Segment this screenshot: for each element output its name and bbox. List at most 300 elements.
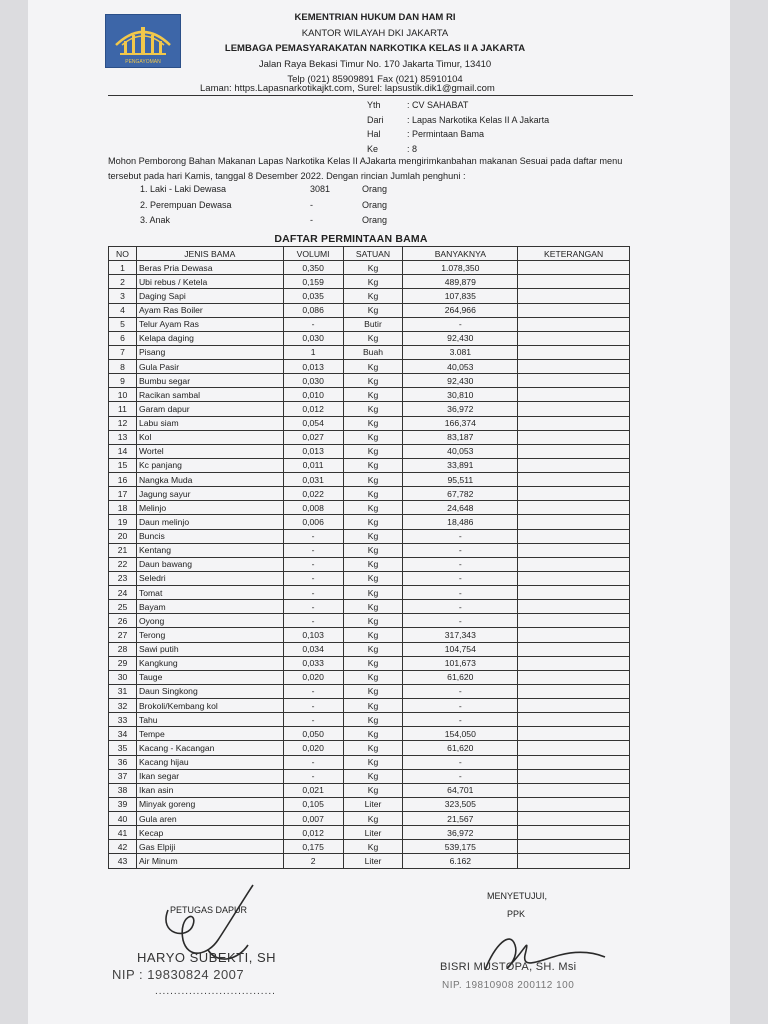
table-row	[109, 713, 630, 727]
cell-volume: 0,007	[283, 812, 343, 826]
signature-dotted-line: ................................	[155, 986, 276, 997]
cell-volume: 1	[283, 345, 343, 359]
cell-no: 1	[109, 261, 137, 275]
cell-jenis: Jagung sayur	[136, 487, 283, 501]
cell-keterangan	[518, 303, 630, 317]
cell-jenis: Kelapa daging	[136, 331, 283, 345]
cell-banyaknya: -	[403, 699, 518, 713]
header-volume: VOLUMI	[283, 247, 343, 261]
cell-jenis: Ikan segar	[136, 769, 283, 783]
cell-banyaknya: 92,430	[403, 374, 518, 388]
cell-satuan: Kg	[343, 628, 403, 642]
table-row	[109, 670, 630, 684]
logo-label: PENGAYOMAN	[125, 59, 161, 65]
cell-no: 23	[109, 571, 137, 585]
cell-keterangan	[518, 458, 630, 472]
table-row	[109, 331, 630, 345]
table-row	[109, 317, 630, 331]
cell-volume: 0,030	[283, 374, 343, 388]
table-row	[109, 501, 630, 515]
cell-keterangan	[518, 614, 630, 628]
meta-key: Dari	[367, 114, 384, 125]
occupant-label: 1. Laki - Laki Dewasa	[140, 184, 227, 194]
cell-keterangan	[518, 331, 630, 345]
approval-label: MENYETUJUI,	[487, 891, 548, 901]
cell-no: 16	[109, 473, 137, 487]
cell-keterangan	[518, 600, 630, 614]
table-row	[109, 444, 630, 458]
cell-jenis: Tauge	[136, 670, 283, 684]
cell-keterangan	[518, 571, 630, 585]
cell-banyaknya: -	[403, 571, 518, 585]
cell-satuan: Kg	[343, 741, 403, 755]
cell-no: 10	[109, 388, 137, 402]
cell-satuan: Kg	[343, 783, 403, 797]
cell-satuan: Kg	[343, 812, 403, 826]
cell-volume: 0,012	[283, 402, 343, 416]
cell-keterangan	[518, 812, 630, 826]
cell-keterangan	[518, 444, 630, 458]
cell-satuan: Kg	[343, 331, 403, 345]
table-row	[109, 840, 630, 854]
cell-volume: 0,013	[283, 444, 343, 458]
table-row	[109, 628, 630, 642]
cell-no: 14	[109, 444, 137, 458]
cell-jenis: Bumbu segar	[136, 374, 283, 388]
occupant-count: 3081	[310, 184, 331, 194]
request-table	[108, 246, 630, 869]
table-row	[109, 727, 630, 741]
cell-jenis: Daun bawang	[136, 557, 283, 571]
header-banyaknya: BANYAKNYA	[403, 247, 518, 261]
cell-satuan: Kg	[343, 656, 403, 670]
cell-keterangan	[518, 416, 630, 430]
occupant-label: 2. Perempuan Dewasa	[140, 199, 232, 210]
meta-value: : Lapas Narkotika Kelas II A Jakarta	[407, 114, 550, 125]
institution-name: LEMBAGA PEMASYARAKATAN NARKOTIKA KELAS II A JAKARTA	[224, 43, 526, 54]
cell-volume: 0,021	[283, 783, 343, 797]
cell-jenis: Gula aren	[136, 812, 283, 826]
cell-jenis: Kangkung	[136, 656, 283, 670]
cell-jenis: Beras Pria Dewasa	[136, 261, 283, 275]
cell-volume: 0,011	[283, 458, 343, 472]
cell-banyaknya: 1.078,350	[403, 261, 518, 275]
cell-jenis: Daun Singkong	[136, 684, 283, 698]
cell-volume: 0,159	[283, 275, 343, 289]
cell-banyaknya: 3.081	[403, 345, 518, 359]
cell-banyaknya: 36,972	[403, 826, 518, 840]
cell-satuan: Kg	[343, 840, 403, 854]
phone-fax: Telp (021) 85909891 Fax (021) 85910104	[287, 74, 463, 85]
cell-satuan: Liter	[343, 826, 403, 840]
table-row	[109, 614, 630, 628]
cell-keterangan	[518, 501, 630, 515]
cell-satuan: Kg	[343, 600, 403, 614]
cell-no: 30	[109, 670, 137, 684]
regional-office: KANTOR WILAYAH DKI JAKARTA	[301, 27, 449, 39]
table-title: DAFTAR PERMINTAAN BAMA	[274, 233, 428, 245]
table-row	[109, 275, 630, 289]
cell-satuan: Kg	[343, 684, 403, 698]
website-email: Laman: https.Lapasnarkotikajkt.com, Surel: lapsustik.dik1@gmail.com	[200, 83, 495, 94]
cell-volume: 0,086	[283, 303, 343, 317]
table-row	[109, 543, 630, 557]
cell-satuan: Kg	[343, 586, 403, 600]
cell-banyaknya: 489,879	[403, 275, 518, 289]
occupant-unit: Orang	[362, 215, 388, 225]
cell-jenis: Ikan asin	[136, 783, 283, 797]
cell-satuan: Kg	[343, 543, 403, 557]
table-row	[109, 345, 630, 359]
cell-keterangan	[518, 345, 630, 359]
letterhead-divider	[108, 95, 633, 96]
cell-no: 39	[109, 797, 137, 811]
cell-jenis: Oyong	[136, 614, 283, 628]
cell-no: 40	[109, 812, 137, 826]
cell-no: 33	[109, 713, 137, 727]
cell-keterangan	[518, 473, 630, 487]
cell-no: 6	[109, 331, 137, 345]
table-row	[109, 642, 630, 656]
occupant-label: 3. Anak	[140, 215, 171, 225]
table-row	[109, 755, 630, 769]
cell-volume: 0,006	[283, 515, 343, 529]
cell-no: 20	[109, 529, 137, 543]
cell-volume: 0,050	[283, 727, 343, 741]
cell-jenis: Minyak goreng	[136, 797, 283, 811]
table-row	[109, 699, 630, 713]
cell-volume: -	[283, 699, 343, 713]
cell-banyaknya: 24,648	[403, 501, 518, 515]
cell-no: 29	[109, 656, 137, 670]
cell-satuan: Kg	[343, 416, 403, 430]
cell-keterangan	[518, 515, 630, 529]
table-row	[109, 854, 630, 868]
cell-no: 17	[109, 487, 137, 501]
cell-volume: 0,020	[283, 670, 343, 684]
cell-no: 5	[109, 317, 137, 331]
table-row	[109, 430, 630, 444]
cell-keterangan	[518, 402, 630, 416]
header-keterangan: KETERANGAN	[518, 247, 630, 261]
cell-no: 27	[109, 628, 137, 642]
cell-no: 18	[109, 501, 137, 515]
right-signature	[470, 925, 610, 985]
cell-satuan: Kg	[343, 501, 403, 515]
cell-jenis: Tomat	[136, 586, 283, 600]
cell-banyaknya: 317,343	[403, 628, 518, 642]
cell-satuan: Kg	[343, 529, 403, 543]
cell-jenis: Labu siam	[136, 416, 283, 430]
cell-keterangan	[518, 374, 630, 388]
cell-volume: -	[283, 600, 343, 614]
cell-no: 36	[109, 755, 137, 769]
table-row	[109, 360, 630, 374]
cell-no: 21	[109, 543, 137, 557]
cell-no: 34	[109, 727, 137, 741]
cell-volume: -	[283, 684, 343, 698]
cell-banyaknya: 33,891	[403, 458, 518, 472]
cell-satuan: Kg	[343, 473, 403, 487]
cell-keterangan	[518, 727, 630, 741]
cell-keterangan	[518, 557, 630, 571]
cell-banyaknya: 166,374	[403, 416, 518, 430]
cell-banyaknya: 323,505	[403, 797, 518, 811]
cell-no: 9	[109, 374, 137, 388]
table-row	[109, 684, 630, 698]
cell-volume: 0,010	[283, 388, 343, 402]
cell-no: 26	[109, 614, 137, 628]
cell-keterangan	[518, 684, 630, 698]
header-no: NO	[109, 247, 137, 261]
cell-volume: -	[283, 317, 343, 331]
cell-jenis: Air Minum	[136, 854, 283, 868]
kitchen-officer-title: PETUGAS DAPUR	[170, 905, 248, 915]
cell-satuan: Kg	[343, 727, 403, 741]
cell-banyaknya: 92,430	[403, 331, 518, 345]
table-row	[109, 487, 630, 501]
ministry-logo	[105, 14, 181, 68]
cell-no: 11	[109, 402, 137, 416]
cell-satuan: Kg	[343, 769, 403, 783]
table-row	[109, 571, 630, 585]
table-row	[109, 826, 630, 840]
table-row	[109, 303, 630, 317]
cell-satuan: Kg	[343, 430, 403, 444]
cell-keterangan	[518, 854, 630, 868]
cell-banyaknya: -	[403, 614, 518, 628]
cell-volume: 0,035	[283, 289, 343, 303]
meta-key: Yth	[367, 100, 381, 110]
cell-jenis: Garam dapur	[136, 402, 283, 416]
cell-satuan: Kg	[343, 275, 403, 289]
cell-keterangan	[518, 699, 630, 713]
ppk-name: BISRI MUSTOPA, SH. Msi	[440, 961, 577, 973]
table-row	[109, 374, 630, 388]
cell-volume: -	[283, 586, 343, 600]
meta-key: Hal	[367, 129, 381, 139]
cell-satuan: Kg	[343, 614, 403, 628]
cell-volume: 0,008	[283, 501, 343, 515]
cell-satuan: Kg	[343, 458, 403, 472]
cell-banyaknya: -	[403, 684, 518, 698]
cell-keterangan	[518, 586, 630, 600]
intro-paragraph: Mohon Pemborong Bahan Makanan Lapas Narkotika Kelas II AJakarta mengirimkanbahan makanan Sesuai pada daftar menu tersebut pada hari Kamis, tanggal 8 Desember 2022. Dengan rincian Jumlah penghuni :	[108, 156, 623, 181]
cell-no: 7	[109, 345, 137, 359]
cell-banyaknya: -	[403, 755, 518, 769]
cell-banyaknya: 539,175	[403, 840, 518, 854]
cell-jenis: Daun melinjo	[136, 515, 283, 529]
table-row	[109, 402, 630, 416]
cell-no: 32	[109, 699, 137, 713]
cell-volume: -	[283, 755, 343, 769]
table-row	[109, 529, 630, 543]
cell-satuan: Kg	[343, 515, 403, 529]
kitchen-officer-nip: NIP : 19830824 2007	[112, 967, 245, 982]
cell-satuan: Kg	[343, 713, 403, 727]
cell-banyaknya: 107,835	[403, 289, 518, 303]
kitchen-officer-name: HARYO SUBEKTI, SH	[137, 950, 277, 965]
cell-keterangan	[518, 642, 630, 656]
cell-keterangan	[518, 543, 630, 557]
cell-jenis: Kacang - Kacangan	[136, 741, 283, 755]
cell-volume: 0,033	[283, 656, 343, 670]
cell-satuan: Kg	[343, 402, 403, 416]
cell-jenis: Ubi rebus / Ketela	[136, 275, 283, 289]
cell-satuan: Liter	[343, 854, 403, 868]
table-row	[109, 557, 630, 571]
cell-satuan: Buah	[343, 345, 403, 359]
cell-volume: 0,103	[283, 628, 343, 642]
cell-jenis: Wortel	[136, 444, 283, 458]
cell-satuan: Kg	[343, 642, 403, 656]
cell-keterangan	[518, 317, 630, 331]
cell-banyaknya: 18,486	[403, 515, 518, 529]
cell-banyaknya: 40,053	[403, 444, 518, 458]
cell-banyaknya: 61,620	[403, 670, 518, 684]
cell-no: 15	[109, 458, 137, 472]
occupant-count: -	[310, 215, 313, 225]
cell-satuan: Kg	[343, 303, 403, 317]
cell-satuan: Kg	[343, 755, 403, 769]
cell-jenis: Gas Elpiji	[136, 840, 283, 854]
cell-satuan: Kg	[343, 261, 403, 275]
ministry-name: KEMENTRIAN HUKUM DAN HAM RI	[294, 12, 456, 23]
cell-banyaknya: -	[403, 713, 518, 727]
cell-no: 31	[109, 684, 137, 698]
letter-meta	[367, 98, 549, 156]
cell-banyaknya: -	[403, 543, 518, 557]
cell-keterangan	[518, 388, 630, 402]
cell-volume: 0,013	[283, 360, 343, 374]
occupant-list	[140, 182, 387, 229]
cell-banyaknya: 64,701	[403, 783, 518, 797]
cell-jenis: Daging Sapi	[136, 289, 283, 303]
cell-banyaknya: 6.162	[403, 854, 518, 868]
cell-banyaknya: -	[403, 529, 518, 543]
cell-jenis: Telur Ayam Ras	[136, 317, 283, 331]
cell-satuan: Kg	[343, 487, 403, 501]
cell-satuan: Kg	[343, 388, 403, 402]
table-row	[109, 600, 630, 614]
ppk-title: PPK	[507, 909, 526, 919]
cell-jenis: Seledri	[136, 571, 283, 585]
table-row	[109, 586, 630, 600]
cell-keterangan	[518, 769, 630, 783]
cell-satuan: Kg	[343, 670, 403, 684]
cell-no: 42	[109, 840, 137, 854]
cell-banyaknya: -	[403, 769, 518, 783]
cell-jenis: Kol	[136, 430, 283, 444]
cell-satuan: Kg	[343, 289, 403, 303]
cell-jenis: Tahu	[136, 713, 283, 727]
cell-banyaknya: 95,511	[403, 473, 518, 487]
cell-satuan: Kg	[343, 571, 403, 585]
meta-key: Ke	[367, 143, 379, 154]
meta-value: : Permintaan Bama	[407, 129, 485, 139]
cell-satuan: Butir	[343, 317, 403, 331]
header-satuan: SATUAN	[343, 247, 403, 261]
cell-banyaknya: -	[403, 557, 518, 571]
table-row	[109, 473, 630, 487]
cell-jenis: Kecap	[136, 826, 283, 840]
cell-no: 3	[109, 289, 137, 303]
cell-banyaknya: -	[403, 600, 518, 614]
cell-jenis: Kc panjang	[136, 458, 283, 472]
table-body	[109, 261, 630, 868]
cell-jenis: Racikan sambal	[136, 388, 283, 402]
cell-volume: 0,105	[283, 797, 343, 811]
table-row	[109, 656, 630, 670]
cell-jenis: Gula Pasir	[136, 360, 283, 374]
cell-no: 8	[109, 360, 137, 374]
cell-jenis: Bayam	[136, 600, 283, 614]
cell-keterangan	[518, 840, 630, 854]
cell-volume: -	[283, 571, 343, 585]
cell-satuan: Kg	[343, 699, 403, 713]
cell-satuan: Kg	[343, 360, 403, 374]
cell-keterangan	[518, 628, 630, 642]
table-row	[109, 515, 630, 529]
table-row	[109, 388, 630, 402]
letterhead	[190, 10, 560, 88]
cell-satuan: Kg	[343, 374, 403, 388]
occupant-unit: Orang	[362, 184, 388, 194]
cell-banyaknya: 101,673	[403, 656, 518, 670]
cell-volume: 2	[283, 854, 343, 868]
cell-volume: 0,031	[283, 473, 343, 487]
cell-keterangan	[518, 360, 630, 374]
cell-jenis: Nangka Muda	[136, 473, 283, 487]
cell-banyaknya: 21,567	[403, 812, 518, 826]
cell-no: 25	[109, 600, 137, 614]
table-row	[109, 769, 630, 783]
cell-banyaknya: 154,050	[403, 727, 518, 741]
cell-volume: 0,022	[283, 487, 343, 501]
cell-volume: 0,027	[283, 430, 343, 444]
cell-jenis: Pisang	[136, 345, 283, 359]
cell-satuan: Kg	[343, 444, 403, 458]
cell-no: 12	[109, 416, 137, 430]
cell-banyaknya: 61,620	[403, 741, 518, 755]
cell-volume: 0,034	[283, 642, 343, 656]
table-row	[109, 416, 630, 430]
table-row	[109, 289, 630, 303]
cell-keterangan	[518, 713, 630, 727]
cell-satuan: Kg	[343, 557, 403, 571]
meta-value: : CV SAHABAT	[407, 100, 469, 110]
cell-volume: -	[283, 543, 343, 557]
cell-volume: 0,012	[283, 826, 343, 840]
cell-keterangan	[518, 487, 630, 501]
cell-jenis: Tempe	[136, 727, 283, 741]
cell-keterangan	[518, 826, 630, 840]
cell-no: 38	[109, 783, 137, 797]
cell-jenis: Terong	[136, 628, 283, 642]
cell-no: 4	[109, 303, 137, 317]
table-header-row	[109, 247, 630, 261]
cell-volume: 0,030	[283, 331, 343, 345]
cell-jenis: Brokoli/Kembang kol	[136, 699, 283, 713]
cell-satuan: Liter	[343, 797, 403, 811]
cell-jenis: Melinjo	[136, 501, 283, 515]
table-row	[109, 812, 630, 826]
cell-keterangan	[518, 670, 630, 684]
meta-value: : 8	[407, 143, 418, 154]
cell-banyaknya: -	[403, 317, 518, 331]
table-row	[109, 458, 630, 472]
cell-no: 24	[109, 586, 137, 600]
